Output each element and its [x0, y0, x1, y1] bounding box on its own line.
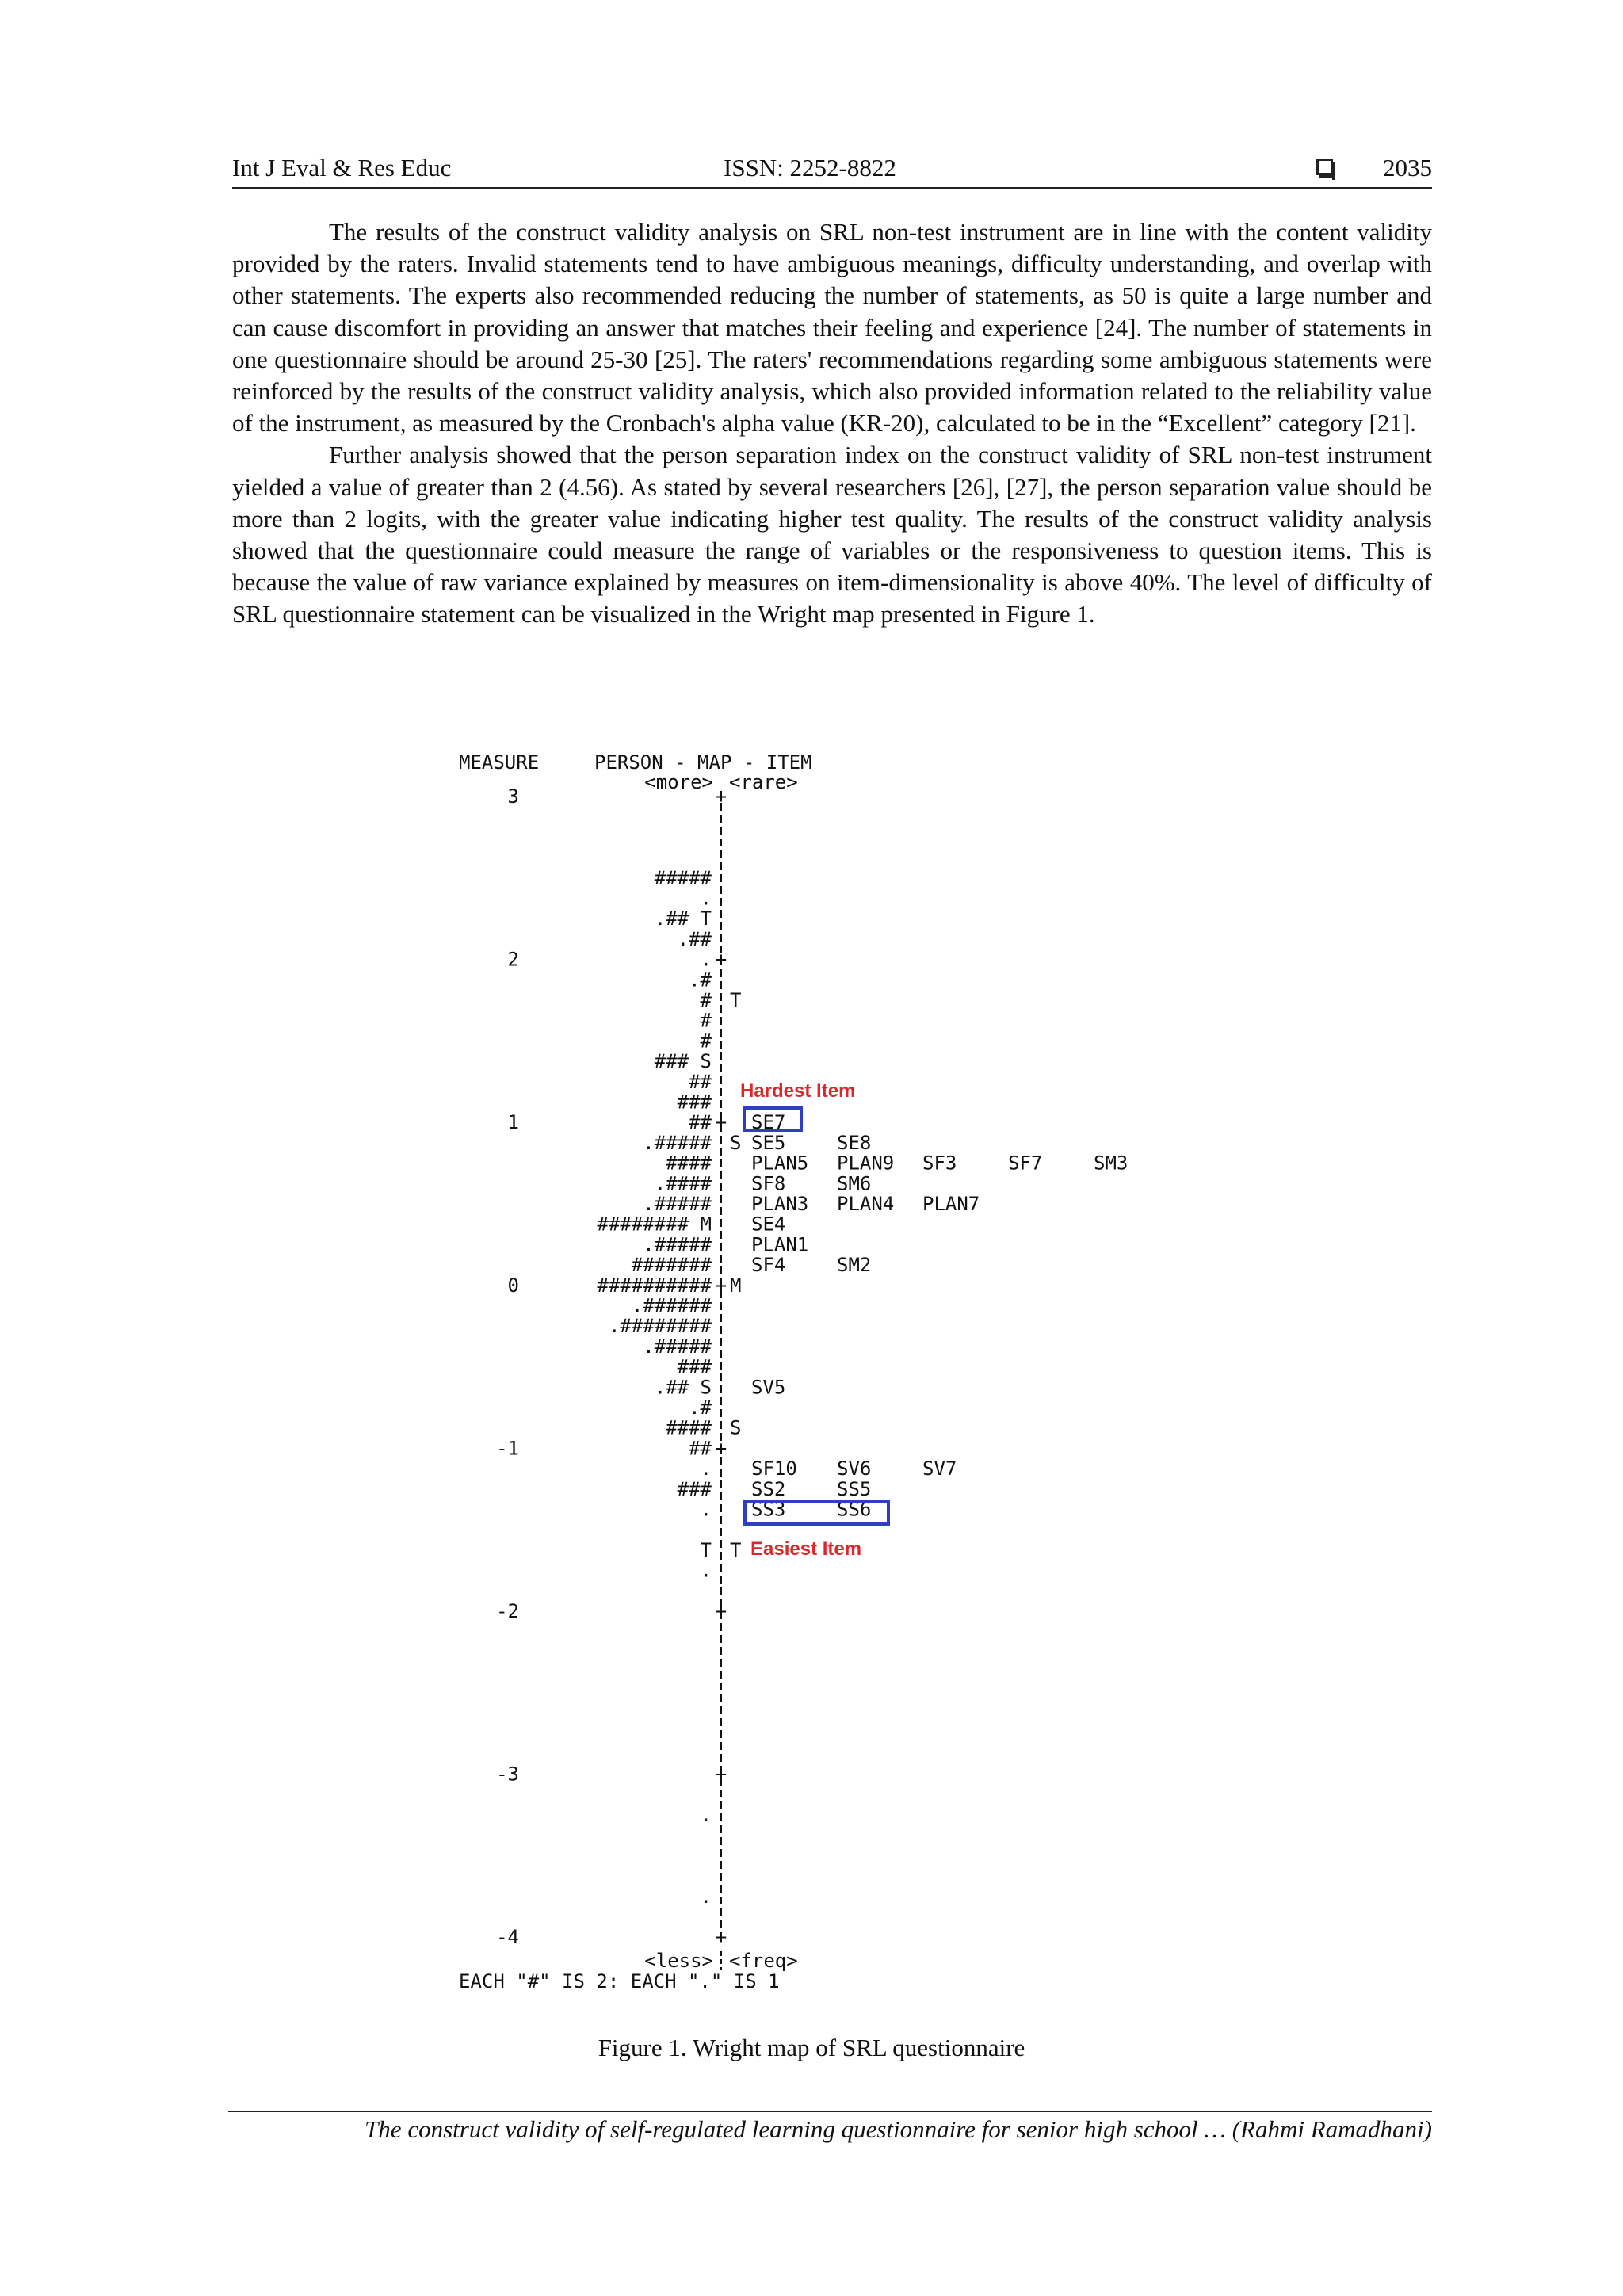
item-label: SS5: [837, 1477, 872, 1500]
page-number: 2035: [1383, 154, 1432, 181]
item-label: SM3: [1094, 1152, 1128, 1175]
measure-tick-label: -2: [496, 1600, 519, 1622]
person-distribution: .: [700, 1885, 712, 1908]
measure-tick-label: 1: [507, 1111, 519, 1134]
less-label: <less>: [644, 1950, 713, 1972]
measure-header: MEASURE: [459, 751, 540, 774]
item-label: SE7: [751, 1111, 786, 1134]
journal-name: Int J Eval & Res Educ: [232, 154, 452, 181]
item-label: PLAN9: [837, 1152, 895, 1175]
item-label: PLAN5: [751, 1152, 809, 1175]
person-distribution: ##: [689, 1437, 712, 1460]
person-distribution: .## S: [654, 1376, 712, 1399]
item-label: SV6: [837, 1457, 872, 1480]
person-distribution: T: [700, 1538, 712, 1561]
more-label: <more>: [644, 771, 713, 793]
item-label: SE5: [751, 1131, 786, 1154]
item-label: SV7: [922, 1457, 957, 1480]
person-distribution: #######: [631, 1254, 712, 1277]
figure-caption: Figure 1. Wright map of SRL questionnaire: [598, 2034, 1025, 2061]
person-distribution: #: [700, 1009, 712, 1032]
person-distribution: .#: [689, 968, 712, 991]
person-distribution: .: [700, 948, 712, 971]
rare-label: <rare>: [729, 771, 798, 793]
freq-label: <freq>: [729, 1950, 798, 1972]
person-distribution: ####: [666, 1152, 712, 1175]
person-distribution: .#####: [643, 1233, 712, 1256]
measure-tick-label: -3: [496, 1763, 519, 1786]
map-legend: EACH "#" IS 2: EACH "." IS 1: [459, 1970, 780, 1992]
person-distribution: #: [700, 989, 712, 1011]
person-distribution: ####: [666, 1416, 712, 1439]
person-distribution: ###: [677, 1091, 712, 1114]
axis-tick-mark: +: [715, 1763, 727, 1786]
axis-tick-mark: +: [715, 1274, 727, 1297]
person-distribution: #: [700, 1030, 712, 1052]
person-distribution: .####: [654, 1172, 712, 1195]
item-marker: M: [730, 1274, 742, 1297]
paragraph-2: Further analysis showed that the person separation index on the construct validity of SRL non-test instrument yielded a value of greater than 2 (4.56). As stated by several researchers [26], [27], the person separation value should be more than 2 logits, with the greater value indicating higher test quality. The results of the construct validity analysis showed that the questionnaire could measure the range of variables or the responsiveness to question items. This is because the value of raw variance explained by measures on item-dimensionality is above 40%. The level of difficulty of SRL questionnaire statement can be visualized in the Wright map presented in Figure 1.: [232, 441, 1432, 628]
person-distribution: .#####: [643, 1131, 712, 1154]
measure-tick-label: -1: [496, 1437, 519, 1460]
person-distribution: .: [700, 1498, 712, 1521]
person-distribution: .######: [631, 1294, 712, 1317]
item-marker: S: [730, 1131, 742, 1154]
person-distribution: #####: [654, 866, 712, 889]
item-marker: T: [730, 1538, 742, 1561]
item-label: SF3: [922, 1152, 957, 1175]
person-distribution: ###: [677, 1355, 712, 1378]
person-distribution: ##: [689, 1070, 712, 1093]
item-marker: S: [730, 1416, 742, 1439]
hardest-item-label: Hardest Item: [740, 1080, 856, 1102]
person-distribution: .: [700, 1804, 712, 1826]
issn: ISSN: 2252-8822: [724, 154, 896, 181]
axis-tick-mark: +: [715, 1926, 727, 1949]
person-distribution: .##: [677, 927, 712, 950]
axis-tick-mark: +: [715, 785, 727, 808]
item-label: SF7: [1008, 1152, 1043, 1175]
measure-tick-label: -4: [496, 1926, 519, 1949]
item-label: SE4: [751, 1213, 786, 1236]
person-distribution: ### S: [654, 1050, 712, 1073]
easiest-item-label: Easiest Item: [750, 1538, 862, 1560]
item-label: SS3: [751, 1498, 786, 1521]
axis-tick-mark: +: [715, 1600, 727, 1622]
item-label: SM2: [837, 1254, 872, 1277]
person-distribution: .#####: [643, 1335, 712, 1358]
item-label: SF8: [751, 1172, 786, 1195]
item-label: SM6: [837, 1172, 872, 1195]
running-footer: The construct validity of self-regulated learning questionnaire for senior high school … (Rahmi Ramadhani): [228, 2111, 1432, 2144]
measure-tick-label: 0: [507, 1274, 519, 1297]
person-distribution: .#: [689, 1396, 712, 1419]
measure-tick-label: 2: [507, 948, 519, 971]
person-distribution: .: [700, 1559, 712, 1582]
axis-tick-mark: +: [715, 1437, 727, 1460]
item-label: PLAN3: [751, 1193, 809, 1215]
item-label: SF10: [751, 1457, 797, 1480]
item-label: SE8: [837, 1131, 872, 1154]
item-label: SS6: [837, 1498, 872, 1521]
person-distribution: ###: [677, 1477, 712, 1500]
person-map-item-header: PERSON - MAP - ITEM: [594, 751, 812, 774]
person-distribution: .: [700, 1457, 712, 1480]
axis-tick-mark: +: [715, 1111, 727, 1134]
person-distribution: ##: [689, 1111, 712, 1134]
item-label: PLAN7: [922, 1193, 980, 1215]
person-distribution: ######## M: [597, 1213, 712, 1236]
measure-tick-label: 3: [507, 785, 519, 808]
person-distribution: .: [700, 887, 712, 910]
item-label: SF4: [751, 1254, 786, 1277]
person-distribution: .########: [608, 1315, 712, 1338]
item-label: PLAN1: [751, 1233, 809, 1256]
item-label: SV5: [751, 1376, 786, 1399]
axis-tick-mark: +: [715, 948, 727, 971]
person-distribution: .#####: [643, 1193, 712, 1215]
paragraph-1: The results of the construct validity analysis on SRL non-test instrument are in line with the content validity provided by the raters. Invalid statements tend to have ambiguous meanings, difficulty understanding, and overlap with other statements. The experts also recommended reducing the number of statements, as 50 is quite a large number and can cause discomfort in providing an answer that matches their feeling and experience [24]. The number of statements in one questionnaire should be around 25-30 [25]. The raters' recommendations regarding some ambiguous statements were reinforced by the results of the construct validity analysis, which also provided information related to the reliability value of the instrument, as measured by the Cronbach's alpha value (KR-20), calculated to be in the “Excellent” category [21].: [232, 218, 1432, 437]
map-rows: [496, 785, 1128, 1948]
person-distribution: ##########: [597, 1274, 712, 1297]
item-marker: T: [730, 989, 742, 1011]
item-label: PLAN4: [837, 1193, 895, 1215]
person-distribution: .## T: [654, 907, 712, 930]
item-label: SS2: [751, 1477, 786, 1500]
